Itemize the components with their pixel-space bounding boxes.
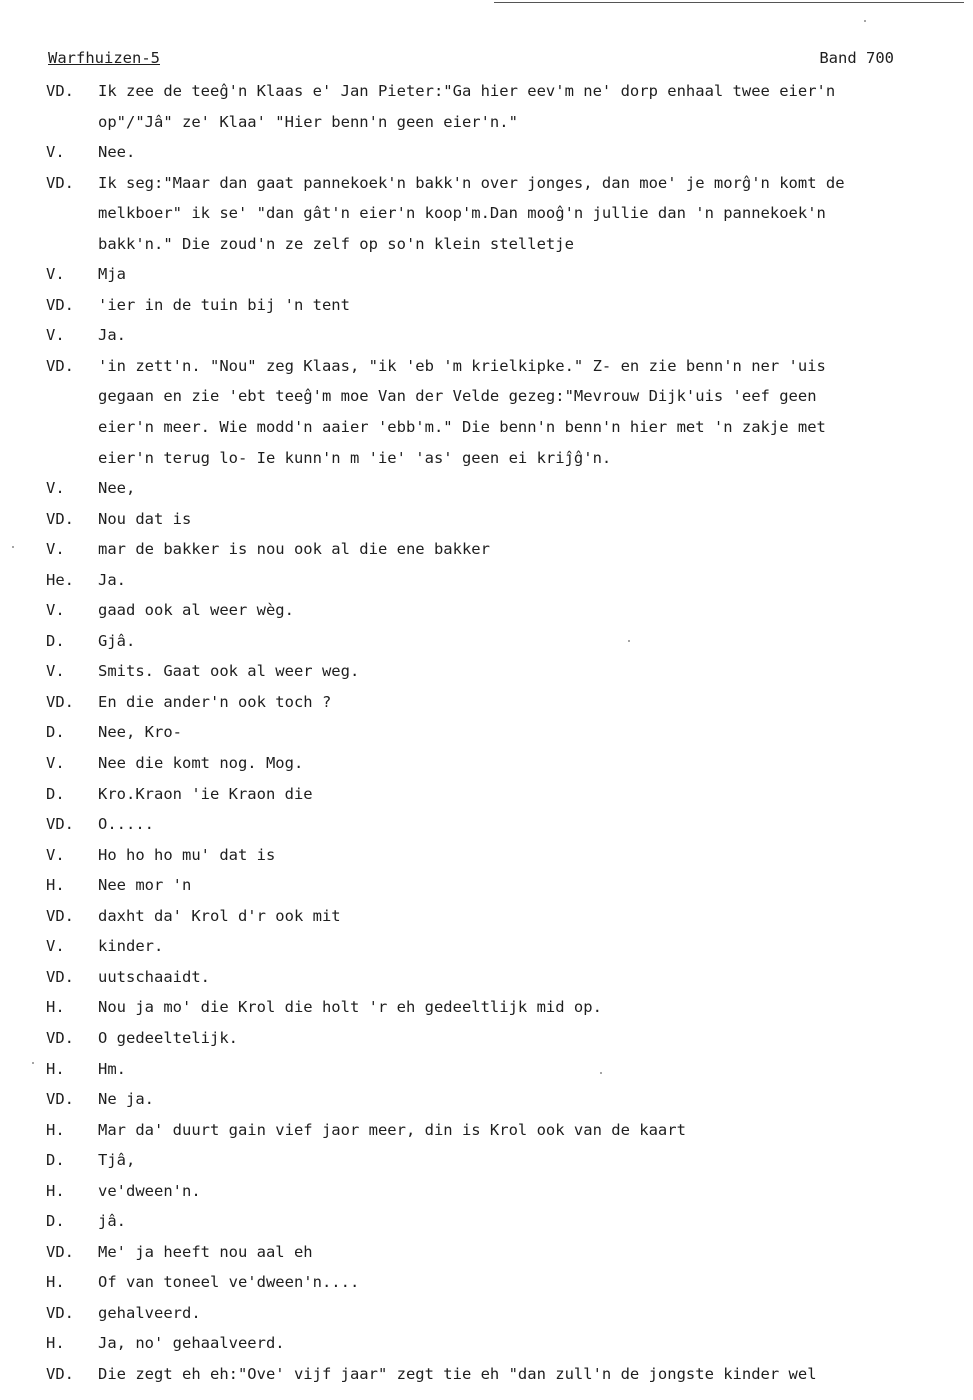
- top-rule: [494, 2, 964, 3]
- transcript-line: [0, 107, 973, 138]
- transcript-line: [0, 1054, 973, 1085]
- speaker-label: VD.: [46, 1364, 74, 1383]
- paper-speck: [864, 20, 866, 22]
- speaker-label: V.: [46, 479, 65, 498]
- speaker-label: D.: [46, 631, 65, 650]
- transcript-line: [0, 1084, 973, 1115]
- transcript-line: [0, 198, 973, 229]
- band-number: Band 700: [819, 49, 894, 67]
- transcript-line: [0, 259, 973, 290]
- transcript-line: [0, 656, 973, 687]
- transcript-line: [0, 443, 973, 474]
- utterance-text: bakk'n." Die zoud'n ze zelf op so'n klein stelletje: [98, 234, 574, 253]
- utterance-text: eier'n meer. Wie modd'n aaier 'ebb'm." Die benn'n benn'n hier met 'n zakje met: [98, 418, 826, 437]
- transcript-line: [0, 351, 973, 382]
- utterance-text: Hm.: [98, 1059, 126, 1078]
- utterance-text: uutschaaidt.: [98, 967, 210, 986]
- utterance-text: op"/"Jâ" ze' Klaa' "Hier benn'n geen eier'n.": [98, 112, 518, 131]
- utterance-text: 'ier in de tuin bij 'n tent: [98, 295, 350, 314]
- transcript-line: [0, 229, 973, 260]
- transcript-line: [0, 962, 973, 993]
- speaker-label: VD.: [46, 509, 74, 528]
- speaker-label: VD.: [46, 1303, 74, 1322]
- transcript-line: [0, 1176, 973, 1207]
- speaker-label: V.: [46, 662, 65, 681]
- speaker-label: VD.: [46, 295, 74, 314]
- speaker-label: H.: [46, 1334, 65, 1353]
- transcript-line: [0, 473, 973, 504]
- utterance-text: Ja.: [98, 326, 126, 345]
- utterance-text: Ik seg:"Maar dan gaat pannekoek'n bakk'n over jonges, dan moe' je morĝ'n komt de: [98, 173, 845, 192]
- transcript-line: [0, 840, 973, 871]
- speaker-label: V.: [46, 540, 65, 559]
- speaker-label: D.: [46, 1212, 65, 1231]
- speaker-label: VD.: [46, 173, 74, 192]
- speaker-label: D.: [46, 1151, 65, 1170]
- speaker-label: H.: [46, 876, 65, 895]
- transcript-line: [0, 1328, 973, 1359]
- speaker-label: V.: [46, 937, 65, 956]
- transcript-line: [0, 504, 973, 535]
- transcript-line: [0, 381, 973, 412]
- speaker-label: VD.: [46, 1028, 74, 1047]
- speaker-label: H.: [46, 1059, 65, 1078]
- transcript-line: [0, 626, 973, 657]
- transcript-line: [0, 412, 973, 443]
- speaker-label: VD.: [46, 356, 74, 375]
- utterance-text: Nee mor 'n: [98, 876, 192, 895]
- transcript-line: [0, 1237, 973, 1268]
- transcript-line: [0, 1298, 973, 1329]
- speaker-label: V.: [46, 143, 65, 162]
- transcript-line: [0, 687, 973, 718]
- speaker-label: VD.: [46, 82, 74, 100]
- speaker-label: D.: [46, 784, 65, 803]
- transcript-line: [0, 1206, 973, 1237]
- utterance-text: 'in zett'n. "Nou" zeg Klaas, "ik 'eb 'm krielkipke." Z- en zie benn'n ner 'uis: [98, 356, 826, 375]
- utterance-text: O.....: [98, 815, 154, 834]
- utterance-text: Nou ja mo' die Krol die holt 'r eh gedeeltlijk mid op.: [98, 998, 602, 1017]
- speaker-label: VD.: [46, 967, 74, 986]
- transcript-line: [0, 931, 973, 962]
- speaker-label: VD.: [46, 906, 74, 925]
- speaker-label: H.: [46, 1120, 65, 1139]
- transcript-line: [0, 534, 973, 565]
- speaker-label: He.: [46, 570, 74, 589]
- utterance-text: kinder.: [98, 937, 164, 956]
- utterance-text: melkboer" ik se' "dan gât'n eier'n koop'm.Dan mooĝ'n jullie dan 'n pannekoek'n: [98, 204, 826, 223]
- transcript-line: [0, 901, 973, 932]
- transcript-line: [0, 320, 973, 351]
- transcript-line: [0, 870, 973, 901]
- transcript-line: [0, 992, 973, 1023]
- transcript-line: [0, 290, 973, 321]
- utterance-text: ve'dween'n.: [98, 1181, 201, 1200]
- document-id: Warfhuizen-5: [48, 49, 160, 67]
- speaker-label: VD.: [46, 1242, 74, 1261]
- utterance-text: Kro.Kraon 'ie Kraon die: [98, 784, 313, 803]
- speaker-label: V.: [46, 326, 65, 345]
- speaker-label: VD.: [46, 1090, 74, 1109]
- transcript-line: [0, 1145, 973, 1176]
- utterance-text: Mja: [98, 265, 126, 284]
- transcript-line: [0, 748, 973, 779]
- transcript-line: [0, 717, 973, 748]
- page-header: [48, 49, 948, 71]
- transcript-line: [0, 1115, 973, 1146]
- utterance-text: daxht da' Krol d'r ook mit: [98, 906, 341, 925]
- utterance-text: gaad ook al weer wèg.: [98, 601, 294, 620]
- transcript-line: [0, 809, 973, 840]
- utterance-text: Ja.: [98, 570, 126, 589]
- transcript-line: [0, 779, 973, 810]
- utterance-text: Mar da' duurt gain vief jaor meer, din is Krol ook van de kaart: [98, 1120, 686, 1139]
- transcript-line: [0, 137, 973, 168]
- transcript-line: [0, 565, 973, 596]
- transcript-line: [0, 168, 973, 199]
- utterance-text: Ja, no' gehaalveerd.: [98, 1334, 285, 1353]
- utterance-text: Gjâ.: [98, 631, 136, 650]
- speaker-label: VD.: [46, 692, 74, 711]
- speaker-label: H.: [46, 1181, 65, 1200]
- utterance-text: Ik zee de teeĝ'n Klaas e' Jan Pieter:"Ga hier eev'm ne' dorp enhaal twee eier'n: [98, 82, 836, 100]
- speaker-label: H.: [46, 1273, 65, 1292]
- speaker-label: D.: [46, 723, 65, 742]
- transcript-line: [0, 1023, 973, 1054]
- utterance-text: Smits. Gaat ook al weer weg.: [98, 662, 360, 681]
- utterance-text: Nee,: [98, 479, 136, 498]
- speaker-label: V.: [46, 265, 65, 284]
- utterance-text: Ne ja.: [98, 1090, 154, 1109]
- utterance-text: Me' ja heeft nou aal eh: [98, 1242, 313, 1261]
- utterance-text: jâ.: [98, 1212, 126, 1231]
- speaker-label: V.: [46, 845, 65, 864]
- utterance-text: gegaan en zie 'ebt teeĝ'm moe Van der Velde gezeg:"Mevrouw Dijk'uis 'eef geen: [98, 387, 817, 406]
- utterance-text: mar de bakker is nou ook al die ene bakker: [98, 540, 490, 559]
- utterance-text: Nee die komt nog. Mog.: [98, 754, 304, 773]
- transcript-line: [0, 76, 973, 107]
- utterance-text: Nee.: [98, 143, 136, 162]
- utterance-text: O gedeeltelijk.: [98, 1028, 238, 1047]
- utterance-text: eier'n terug lo- Ie kunn'n m 'ie' 'as' geen ei kriĵĝ'n.: [98, 448, 612, 467]
- utterance-text: En die ander'n ook toch ?: [98, 692, 332, 711]
- transcript-body: [0, 76, 973, 1390]
- utterance-text: gehalveerd.: [98, 1303, 201, 1322]
- utterance-text: Die zegt eh eh:"Ove' vijf jaar" zegt tie eh "dan zull'n de jongste kinder wel: [98, 1364, 817, 1383]
- speaker-label: V.: [46, 601, 65, 620]
- transcript-line: [0, 1267, 973, 1298]
- utterance-text: Ho ho ho mu' dat is: [98, 845, 276, 864]
- transcript-line: [0, 595, 973, 626]
- utterance-text: Tjâ,: [98, 1151, 136, 1170]
- transcript-line: [0, 1359, 973, 1390]
- speaker-label: V.: [46, 754, 65, 773]
- speaker-label: VD.: [46, 815, 74, 834]
- utterance-text: Of van toneel ve'dween'n....: [98, 1273, 360, 1292]
- speaker-label: H.: [46, 998, 65, 1017]
- utterance-text: Nee, Kro-: [98, 723, 182, 742]
- utterance-text: Nou dat is: [98, 509, 192, 528]
